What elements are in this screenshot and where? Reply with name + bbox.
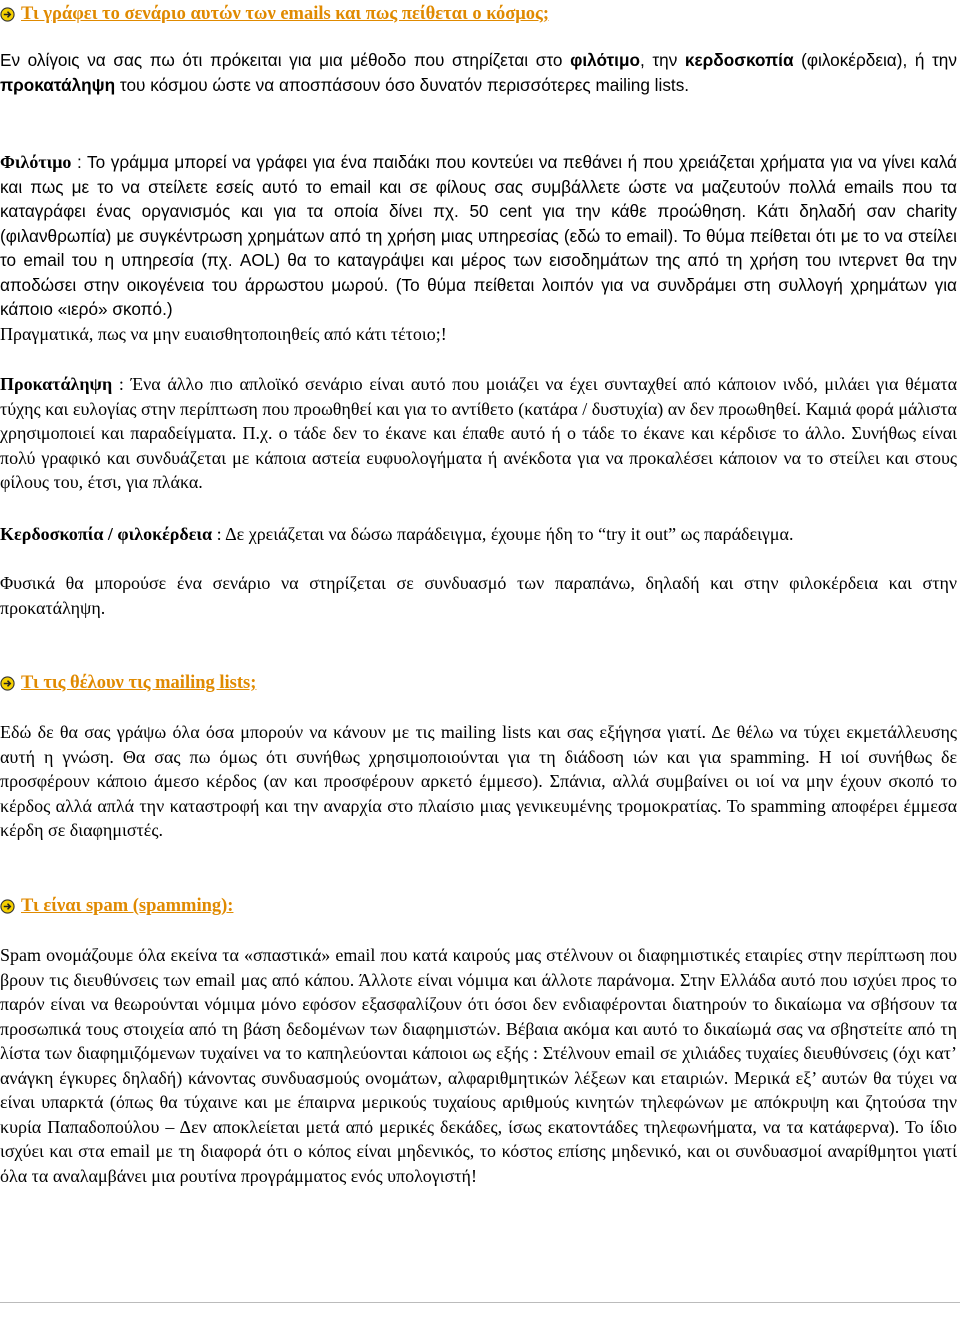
filotimo-paragraph xyxy=(0,150,957,346)
heading-text: Τι τις θέλουν τις mailing lists; xyxy=(21,673,257,693)
paragraph-text: Spam ονομάζουμε όλα εκείνα τα «σπαστικά» email που κατά καιρούς μας στέλνουν οι διαφημιστικές εταιρίες στην περίπτωση που βρουν τις διευθύνσεις των email μας από κάπου. Άλλοτε είναι νόμιμα και άλλοτε παράνομα. Στην Ελλάδα αυτό που ισχύει προς το παρόν είναι να θεωρούνται νόμιμα μόνο εφόσον εξασφαλίζουν ότι όσοι δεν ενδιαφέρονται διατηρούν το δικαίωμα να σβήσουν τα προσωπικά τους στοιχεία από τη βάση δεδομένων των διαφημιστών. Βέβαια ακόμα και αυτό το δικαίωμά σας να σβηστείτε από τη λίστα των διαφημιζόμενων τυχαίνει να το καπηλεύονται κάποιοι ως εξής : Στέλνουν email σε χιλιάδες τυχαίες διευθύνσεις (όχι κατ’ ανάγκη έγκυρες δηλαδή) κάνοντας συνδυασμούς ονομάτων, αλφαριθμητικών λέξεων και εταιριών. Μερικά εξ’ αυτών θα τύχει να είναι υπαρκτά (όπως θα τύχαινε και με έπαιρνα μερικούς τυχαίους αριθμούς κινητών τηλεφώνων με απόκρυψη και ζητούσα την κυρία Παπαδοπούλου – Δεν αποκλείεται μετά από μερικές δεκάδες, ίσως εκατοντάδες τηλεφωνήματα, να τα κατάφερνα). Το ίδιο ισχύει και στα email με τη διαφορά ότι ο κόπος είναι μηδενικός, το κόστος επίσης μηδενικό, και οι συνδυασμοί αναρίθμητοι γιατί όλα τα αναλαμβάνει μια ρουτίνα προγράμματος ενός υπολογιστή! xyxy=(0,945,957,1186)
paragraph-text: Πραγματικά, πως να μην ευαισθητοποιηθείς από κάτι τέτοιο;! xyxy=(0,323,447,344)
combo-paragraph xyxy=(0,571,957,620)
kerdoskopia-paragraph xyxy=(0,522,957,547)
arrow-circle-icon xyxy=(0,7,15,22)
arrow-circle-icon xyxy=(0,676,15,691)
term-kerdoskopia: κερδοσκοπία xyxy=(684,50,794,70)
intro-text: του κόσμου ώστε να αποσπάσουν όσο δυνατόν περισσότερες mailing lists. xyxy=(115,74,690,95)
prokatalipsi-paragraph xyxy=(0,372,957,495)
section-heading-spam xyxy=(0,894,233,919)
term-label: Προκατάληψη xyxy=(0,374,113,394)
intro-text: Εν ολίγοις να σας πω ότι πρόκειται για μια μέθοδο που στηρίζεται στο xyxy=(0,50,571,70)
arrow-circle-icon xyxy=(0,899,15,914)
heading-text: Τι γράφει το σενάριο αυτών των emails και πως πείθεται ο κόσμος; xyxy=(21,4,549,24)
spam-paragraph xyxy=(0,943,957,1188)
mailing-lists-paragraph xyxy=(0,720,957,843)
paragraph-text: Φυσικά θα μπορούσε ένα σενάριο να στηρίζεται σε συνδυασμό των παραπάνω, δηλαδή και στην φιλοκέρδεια και στην προκατάληψη. xyxy=(0,573,957,618)
term-label: Κερδοσκοπία / φιλοκέρδεια xyxy=(0,524,213,544)
paragraph-text: : Το γράμμα μπορεί να γράφει για ένα παιδάκι που κοντεύει να πεθάνει ή που χρειάζεται χρήματα για να γίνει καλά και πως με το να στείλετε εσείς αυτό το email και σε φίλους σας συμβάλλετε ώστε να μαζευτούν πολλά emails που τα καταγράφει ένας οργανισμός και για τα οποία δίνει πχ. 50 cent για την κάθε προώθηση. Κάτι δηλαδή σαν charity (φιλανθρωπία) με συγκέντρωση χρημάτων από τη χρήση μιας υπηρεσίας (εδώ το email). Το θύμα πείθεται ότι με το να στείλει το email του η υπηρεσία (πχ. AOL) θα το καταγράψει και μέρος των εισοδημάτων της από τη χρήση του ιντερνετ θα την αποδώσει στην οικογένεια του άρρωστου μωρού. (Το θύμα πείθεται λοιπόν για να συνδράμει στη συλλογή χρημάτων για κάποιο «ιερό» σκοπό.) xyxy=(0,152,957,319)
page-divider xyxy=(0,1302,960,1303)
term-filotimo: φιλότιμο xyxy=(570,50,640,70)
heading-text: Τι είναι spam (spamming): xyxy=(21,896,234,916)
section-heading-scenario xyxy=(0,2,549,27)
paragraph-text: : Ένα άλλο πιο απλοϊκό σενάριο είναι αυτό που μοιάζει να έχει συνταχθεί από κάποιον ινδό, μιλάει για θέματα τύχης και ευλογίας στην περίπτωση που προωθηθεί και για το αντίθετο (κατάρα / δυστυχία) αν δεν προωθηθεί. Καμιά φορά μάλιστα χρησιμοποιεί και παραδείγματα. Π.χ. ο τάδε δεν το έκανε και έπαθε αυτό ή ο τάδε το έκανε και κέρδισε το άλλο. Συνήθως είναι πολύ γραφικό και συνδυάζεται με κάποια αστεία ευφυολογήματα ή ανέκδοτα για να προκαλέσει κάποιον να το στείλει και στους φίλους του, έτσι, για πλάκα. xyxy=(0,374,957,492)
section-heading-mailing-lists xyxy=(0,671,256,696)
term-label: Φιλότιμο xyxy=(0,152,72,172)
intro-paragraph xyxy=(0,48,957,97)
intro-text: (φιλοκέρδεια), ή την xyxy=(793,50,957,70)
paragraph-text: Εδώ δε θα σας γράψω όλα όσα μπορούν να κάνουν με τις mailing lists και σας εξήγησα γιατί. Δε θέλω να τύχει εκμετάλλευσης αυτή η γνώση. Θα σας πω όμως ότι συνήθως χρησιμοποιούνται για τη διάδοση ιών και για spamming. Η ιοί συνήθως δε προσφέρουν κάποιο άμεσο κέρδος (αν και προσφέρουν αρκετό έμμεσο). Σπάνια, αλλά συμβαίνει οι ιοί να μην έχουν σκοπό το κέρδος αλλά απλά την καταστροφή και την αναρχία στο πλαίσιο μιας γενικευμένης τρομοκρατίας. Το spamming αποφέρει έμμεσα κέρδη σε διαφημιστές. xyxy=(0,722,957,840)
intro-text: , την xyxy=(639,50,685,70)
paragraph-text: : Δε χρειάζεται να δώσω παράδειγμα, έχουμε ήδη το “try it out” ως παράδειγμα. xyxy=(212,524,794,544)
term-prokatalipsi: προκατάληψη xyxy=(0,74,116,95)
